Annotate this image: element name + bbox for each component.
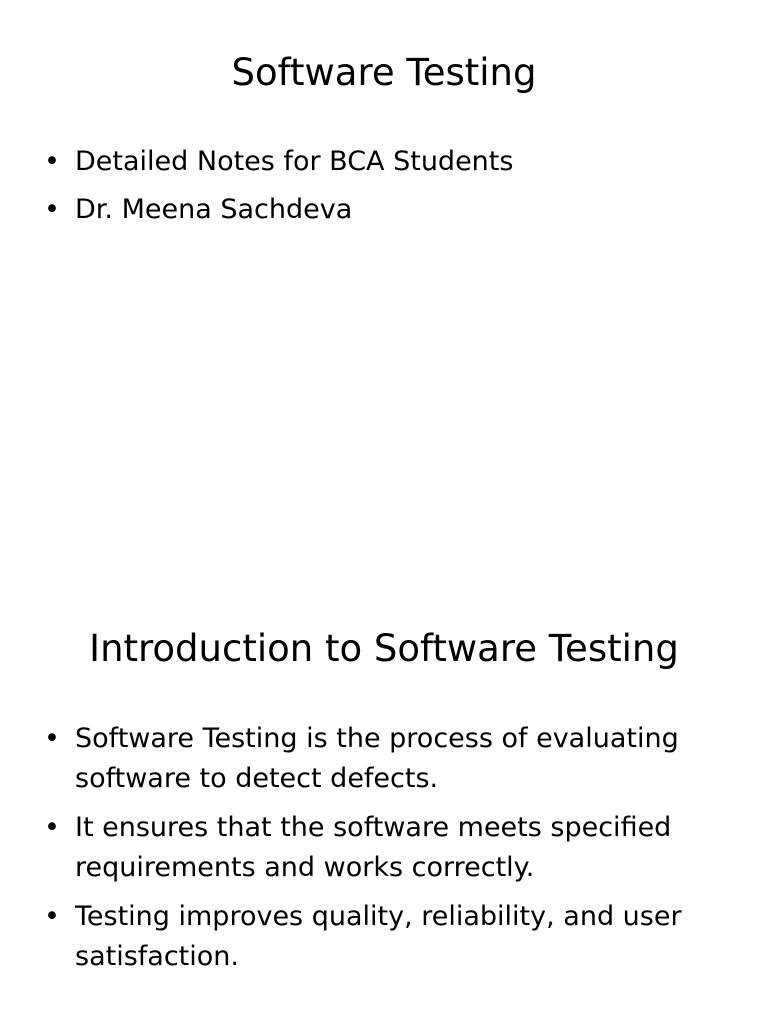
- slide-introduction-heading: Introduction to Software Testing: [89, 627, 679, 670]
- slide-introduction-bullet-list: [44, 719, 724, 986]
- bullet-text: Testing improves quality, reliability, and user satisfaction.: [75, 901, 682, 972]
- bullet-item: [44, 190, 724, 230]
- slide-introduction: [0, 576, 768, 1024]
- bullet-text: Dr. Meena Sachdeva: [75, 194, 353, 225]
- bullet-icon: •: [44, 723, 60, 754]
- bullet-item: [44, 808, 724, 888]
- bullet-text: Detailed Notes for BCA Students: [75, 146, 514, 177]
- bullet-item: [44, 142, 724, 182]
- bullet-icon: •: [44, 812, 60, 843]
- bullet-icon: •: [44, 194, 60, 225]
- bullet-icon: •: [44, 901, 60, 932]
- bullet-text: It ensures that the software meets specified requirements and works correctly.: [75, 812, 672, 883]
- bullet-text: Software Testing is the process of evaluating software to detect defects.: [75, 723, 679, 794]
- bullet-item: [44, 719, 724, 799]
- slide-title-bullet-list: [44, 142, 724, 238]
- bullet-item: [44, 897, 724, 977]
- bullet-icon: •: [44, 146, 60, 177]
- slide-title-heading: Software Testing: [231, 51, 537, 94]
